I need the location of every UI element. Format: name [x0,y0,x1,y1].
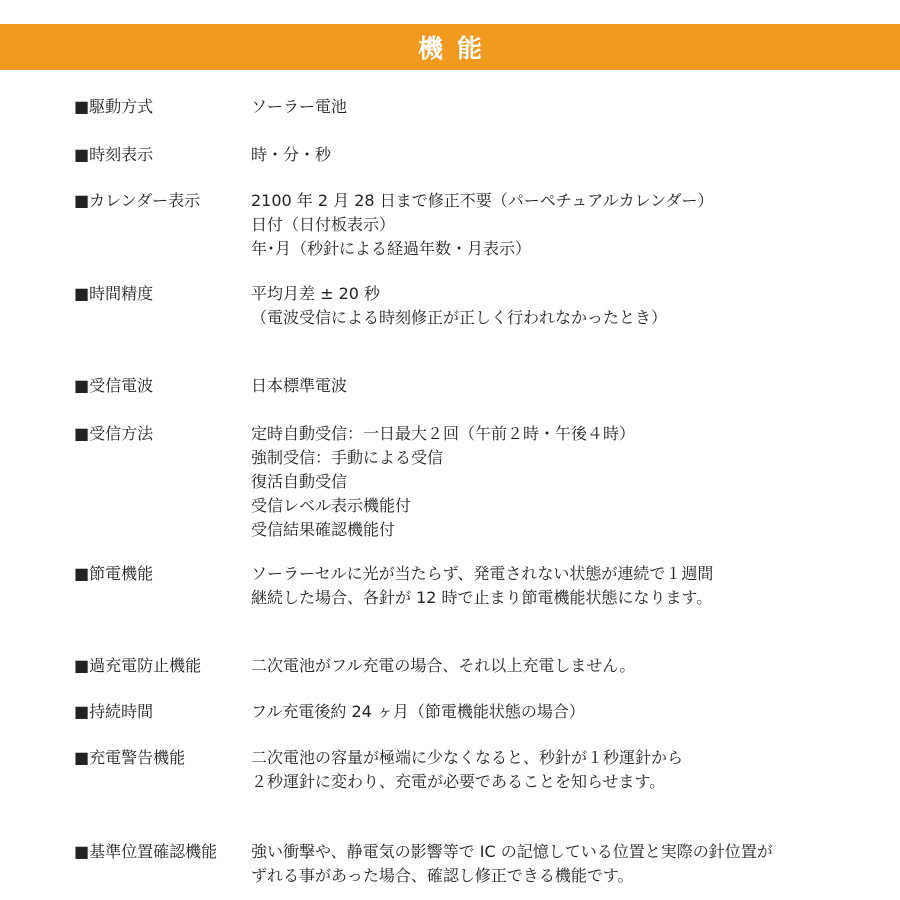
spec-values [251,282,667,330]
spec-value-line: 二次電池の容量が極端に少なくなると、秒針が１秒運針から [251,748,684,767]
spec-values [251,374,347,398]
spec-value-line: （電波受信による時刻修正が正しく行われなかったとき） [251,308,668,327]
spec-label: ■時刻表示 [74,145,154,164]
spec-value-line: 復活自動受信 [251,472,348,491]
spec-values [251,700,585,724]
spec-label: ■駆動方式 [74,97,154,116]
spec-values [251,189,714,261]
spec-value-line: 定時自動受信：一日最大２回（午前２時・午後４時） [251,424,636,443]
spec-value-line: 強制受信：手動による受信 [251,448,444,467]
spec-values [251,654,635,678]
spec-value-line: 受信結果確認機能付 [251,520,396,539]
spec-label: ■持続時間 [74,702,154,721]
section-title: 機能 [417,34,496,63]
spec-values [251,562,713,610]
spec-label: ■基準位置確認機能 [74,842,218,861]
spec-values [251,840,773,888]
spec-value-line: 日本標準電波 [251,376,348,395]
spec-label: ■時間精度 [74,284,154,303]
spec-value-line: 継続した場合、各針が 12 時で止まり節電機能状態になります。 [251,588,713,607]
spec-value-line: フル充電後約 24 ヶ月（節電機能状態の場合） [251,702,585,721]
spec-values [251,422,635,542]
spec-label: ■過充電防止機能 [74,656,202,675]
spec-label: ■カレンダー表示 [74,191,201,210]
spec-values [251,746,683,794]
spec-label: ■節電機能 [74,564,154,583]
spec-value-line: ソーラー電池 [251,97,348,116]
spec-value-line: ２秒運針に変わり、充電が必要であることを知らせます。 [251,772,666,791]
spec-value-line: 2100 年 2 月 28 日まで修正不要（パーペチュアルカレンダー） [251,191,714,210]
spec-value-line: 日付（日付板表示） [251,215,396,234]
spec-label: ■受信電波 [74,376,154,395]
spec-label: ■受信方法 [74,424,154,443]
spec-value-line: 二次電池がフル充電の場合、それ以上充電しません。 [251,656,636,675]
spec-value-line: 平均月差 ± 20 秒 [251,284,381,303]
spec-value-line: ずれる事があった場合、確認し修正できる機能です。 [251,866,634,885]
spec-values [251,143,331,167]
spec-value-line: ソーラーセルに光が当たらず、発電されない状態が連続で１週間 [251,564,714,583]
spec-values [251,95,347,119]
section-header [0,24,900,70]
spec-value-line: 受信レベル表示機能付 [251,496,412,515]
spec-value-line: 時・分・秒 [251,145,332,164]
spec-value-line: 年･月（秒針による経過年数・月表示） [251,239,532,258]
spec-label: ■充電警告機能 [74,748,186,767]
spec-value-line: 強い衝撃や、静電気の影響等で IC の記憶している位置と実際の針位置が [251,842,773,861]
